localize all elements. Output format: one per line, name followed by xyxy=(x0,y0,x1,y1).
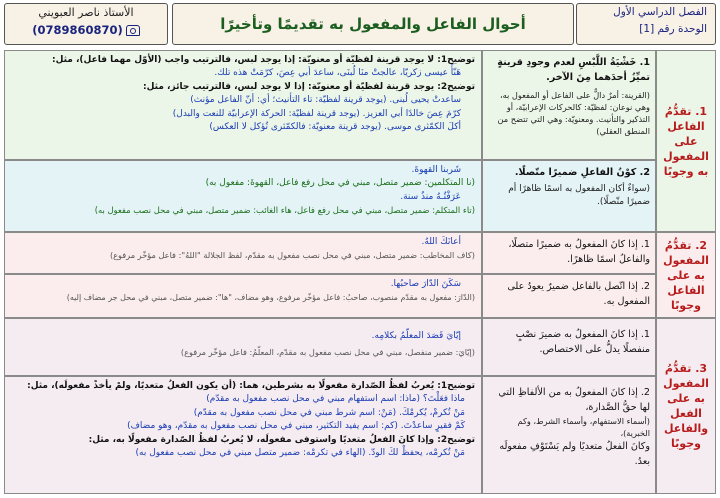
section-2-label: 2. تقدُّمُ المفعول به على الفاعل وجوبًا xyxy=(656,232,716,318)
example-2-2 xyxy=(4,274,482,318)
teacher-name: الأستاذ ناصر العبويني xyxy=(38,6,134,19)
example-line: مَنْ تُكرمْ، يُكرمْكَ. (مَنْ: اسم شرط مبني في محل نصب مفعول به مقدّم) xyxy=(193,407,465,418)
example-line: سَكَنَ الدّارَ صاحبُها. xyxy=(390,279,461,289)
example-1-1 xyxy=(4,50,482,160)
example-line: شَربنا القهوةَ. xyxy=(411,165,461,175)
rule-2-1: 1. إذا كانَ المفعولُ به ضميرًا متصلًا، والفاعلُ اسمًا ظاهرًا. xyxy=(482,232,656,274)
example-line: (تاء المتكلم: ضمير متصل، مبني في محل رفع فاعل، هاء الغائب: ضمير متصل، مبني في محل نصب مفعول به) xyxy=(94,205,475,216)
example-line: ماذا فعَلْتَ؟ (ماذا: اسم استفهام مبني في محل نصب مفعول به مقدّم) xyxy=(206,394,465,405)
example-line: (الدّارَ: مفعول به مقدّم منصوب، صاحبُ: فاعل مؤخّر مرفوع، وهو مضاف، "ها": ضمير متصل، مبني في محل جر مضاف إليه) xyxy=(66,293,475,303)
example-1-2 xyxy=(4,160,482,232)
rule-1-2-note: (سواءٌ أكان المفعول به اسمًا ظاهرًا أم ضميرًا متّصلًا). xyxy=(508,184,650,207)
example-line: (نا المتكلمين: ضمير متصل، مبني في محل رفع فاعل، القهوةَ: مفعول به) xyxy=(205,178,475,189)
example-2-1 xyxy=(4,232,482,274)
example-3-1 xyxy=(4,318,482,376)
teacher-box xyxy=(4,3,168,45)
rule-3-2: 2. إذا كانَ المفعولُ به من الألفاظِ التي لها حقُّ الصَّدارة، (أسماء الاستفهام، وأسماء الشرط، وكم الخبرية)، وكانَ الفعلُ متعديًا ولم يَسْتَوْفِ مفعولَه بعدُ. xyxy=(482,376,656,494)
example-line: (كاف المخاطب: ضمير متصل، مبني في محل نصب مفعول به مقدّم، لفظ الجلالة "اللهُ": فاعل مؤخّر مرفوع) xyxy=(109,250,475,261)
example-line: عَرَفْتُـهُ منذُ سنة. xyxy=(400,191,461,202)
teacher-phone: (0789860870) xyxy=(32,23,123,37)
phone-icon xyxy=(126,25,140,36)
rule-1-2-title: 2. كوْنُ الفاعلِ ضميرًا متّصلًا. xyxy=(514,167,650,178)
example-line: توضيح2: وإذا كانَ الفعلُ متعديًا واستوفى مفعولَه، لا يُعربُ لفظُ الصّدارة مفعولًا به، مثل: xyxy=(88,434,475,445)
header xyxy=(0,0,720,46)
section-3-label: 3. تقدُّمُ المفعول به على الفعل والفاعل وجوبًا xyxy=(656,318,716,494)
example-line: مَنْ تُكرمْه، يحفظْ لكَ الودّ. (الهاء في تكرمْه: ضمير متصل مبني في محل نصب مفعول به) xyxy=(135,448,465,459)
rule-1-1-title: 1. خَشْيَةُ اللَّبْسِ لعدم وجودِ قرينةٍ تميِّزُ أحدَهما مِنَ الآخر. xyxy=(497,57,650,83)
rule-1-1-note: (القرينة: أمرٌ دالٌّ على الفاعل أو المفعول به، وهي نوعان: لفظيّة: كالحركات الإعرابيّة، أو التذكير والتأنيث. ومعنويّة: وهي التي تتضح من المنطق العقلي) xyxy=(497,90,650,136)
example-3-2 xyxy=(4,376,482,494)
section-1-label: 1. تقدُّمُ الفاعل على المفعول به وجوبًا xyxy=(656,50,716,232)
rule-3-1: 1. إذا كانَ المفعولُ به ضميرَ نصْبٍ منفصلًا يدلُّ على الاختصاص. xyxy=(482,318,656,376)
example-line: (إيّايَ: ضمير منفصل، مبني في محل نصب مفعول به مقدّم، المعلّمُ: فاعل مؤخّر مرفوع) xyxy=(180,347,475,358)
example-line: أكلَ الكمّثرى موسى. (يوجد قرينة معنويّة: فالكمّثرى تُؤكل لا العكس) xyxy=(209,122,461,133)
example-line: توضيح2: يوجد قرينة لفظيّة أو معنويّة: إذا لا يوجد لبس، فالترتيب جائز، مثل: xyxy=(143,81,475,92)
rule-2-2: 2. إذا اتّصل بالفاعل ضميرٌ يعودُ على المفعول به. xyxy=(482,274,656,318)
example-line: ساعدتْ يحيى لُبنى. (يوجد قرينة لفظيّة: تاء التأنيث؛ أي: أنّ الفاعل مؤنث) xyxy=(190,95,461,106)
grammar-table xyxy=(4,50,716,494)
course-info-box xyxy=(576,3,716,45)
title-box xyxy=(172,3,574,45)
example-line: هَنّأَ عيسى زكريّا، عالجتْ منَا لُبنَى، ساعدَ أبي عِصَ، كرّمَتْ هذه تلك. xyxy=(214,68,461,79)
example-line: كَمْ فقيرٍ ساعدْتَ. (كم: اسم يفيد التكثير، مبني في محل نصب مفعول به مقدّم، وهو مضاف) xyxy=(127,421,465,432)
example-line: توضيح1: لا يوجد قرينة لفظيّة أو معنويّة: إذا يوجد لبس، فالترتيب واجب (الأوّل مهما فاعل)، مثل: xyxy=(52,55,475,65)
page-title: أحوال الفاعل والمفعول به تقديمًا وتأخيرًا xyxy=(220,15,526,33)
rule-1-2 xyxy=(482,160,656,232)
example-line: كرّمَ عِصَ خالدًا أبي العزيز. (يوجد قرينة لفظيّة: الحركة الإعرابيّة للنعت والبدل) xyxy=(172,108,461,119)
semester-label: الفصل الدراسي الأول xyxy=(613,6,707,18)
unit-label: الوحدة رقم [1] xyxy=(639,23,707,35)
example-line: إيّايَ قَصَدَ المعلّمُ بكلامِه. xyxy=(371,331,461,341)
example-line: أعانَكَ اللهُ. xyxy=(421,237,461,247)
rule-1-1 xyxy=(482,50,656,160)
example-line: توضيح1: يُعربُ لفظُ الصّدارة مفعولًا به بشرطين، هما: (أن يكون الفعلُ متعديًا، ولمْ يأخذْ مفعولَه)، مثل: xyxy=(27,381,475,391)
